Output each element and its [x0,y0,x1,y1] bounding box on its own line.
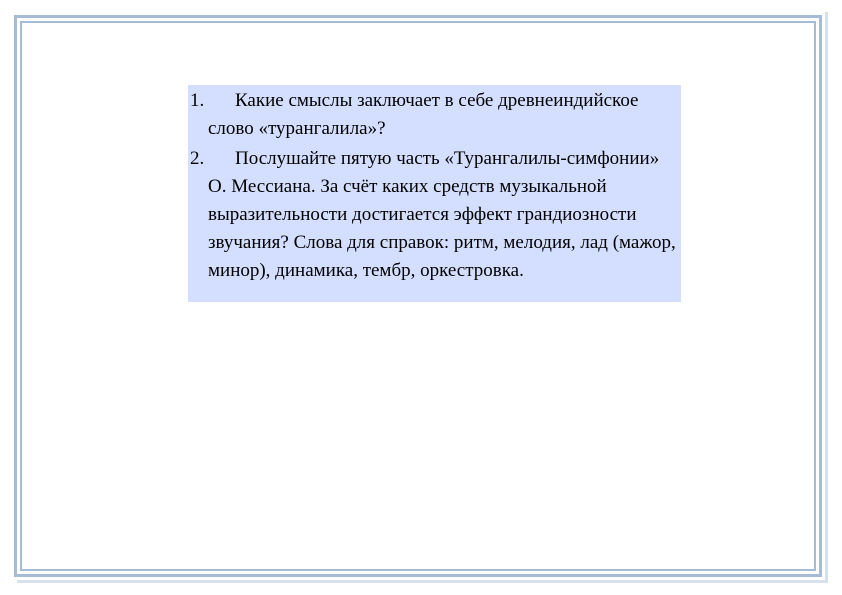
question-number: 1. [190,90,205,111]
question-number: 2. [190,148,205,169]
list-item [190,145,681,285]
question-text: Послушайте пятую часть «Турангалилы-симфонии» О. Мессиана. За счёт каких средств музыкальной выразительности достигается эффект грандиозности звучания? Слова для справок: ритм, мелодия, лад (мажор, минор), динамика, тембр, оркестровка. [208,148,676,281]
question-list [188,85,681,302]
frame-shadow-bottom [17,580,828,583]
list-item [190,87,681,143]
frame-shadow-right [825,12,828,583]
question-text: Какие смыслы заключает в себе древнеиндийское слово «турангалила»? [208,90,639,139]
